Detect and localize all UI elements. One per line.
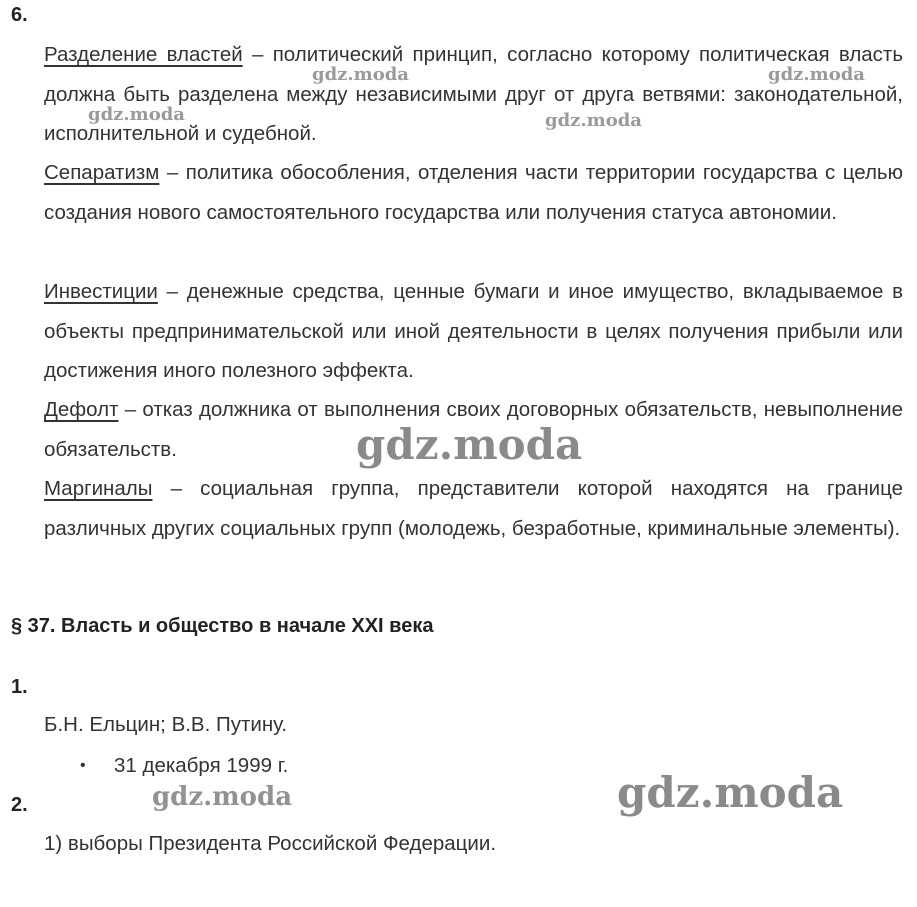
definition-text: – политика обособления, отделения части территории государства с целью создания нового самостоятельного государства или получения статуса автономии. — [44, 161, 903, 224]
watermark: gdz.moda — [768, 64, 865, 85]
section-heading: § 37. Власть и общество в начале XXI века — [11, 615, 434, 637]
definition-text: – политический принцип, согласно которому политическая власть должна быть разделена между независимыми друг от друга ветвями: законодательной, исполнительной и судебной. — [44, 43, 903, 145]
definition-text: – отказ должника от выполнения своих договорных обязательств, невыполнение обязательств. — [44, 398, 903, 461]
watermark: gdz.moda — [152, 782, 293, 812]
term-marginals: Маргиналы — [44, 477, 153, 500]
term-separatism: Сепаратизм — [44, 161, 160, 184]
term-separation-of-powers: Разделение властей — [44, 43, 243, 66]
question-6-number: 6. — [11, 4, 28, 26]
question-1-bullet-item: 31 декабря 1999 г. — [114, 754, 289, 777]
term-default: Дефолт — [44, 398, 119, 421]
question-1-number: 1. — [11, 676, 28, 698]
definition-marginals — [44, 469, 903, 548]
watermark: gdz.moda — [312, 64, 409, 85]
watermark: gdz.moda — [617, 768, 844, 817]
question-1-answer: Б.Н. Ельцин; В.В. Путину. — [44, 713, 288, 736]
definition-investments — [44, 272, 903, 391]
watermark: gdz.moda — [356, 420, 583, 469]
bullet-icon: • — [80, 757, 86, 774]
definition-separation-of-powers — [44, 35, 903, 154]
definition-separatism — [44, 153, 903, 232]
definition-text: – денежные средства, ценные бумаги и иное имущество, вкладываемое в объекты предпринимательской или иной деятельности в целях получения прибыли или достижения иного полезного эффекта. — [44, 280, 903, 382]
question-2-number: 2. — [11, 794, 28, 816]
watermark: gdz.moda — [88, 104, 185, 125]
watermark: gdz.moda — [545, 110, 642, 131]
question-2-answer: 1) выборы Президента Российской Федерации. — [44, 832, 497, 855]
term-investments: Инвестиции — [44, 280, 158, 303]
definition-text: – социальная группа, представители которой находятся на границе различных других социальных групп (молодежь, безработные, криминальные элементы). — [44, 477, 903, 540]
